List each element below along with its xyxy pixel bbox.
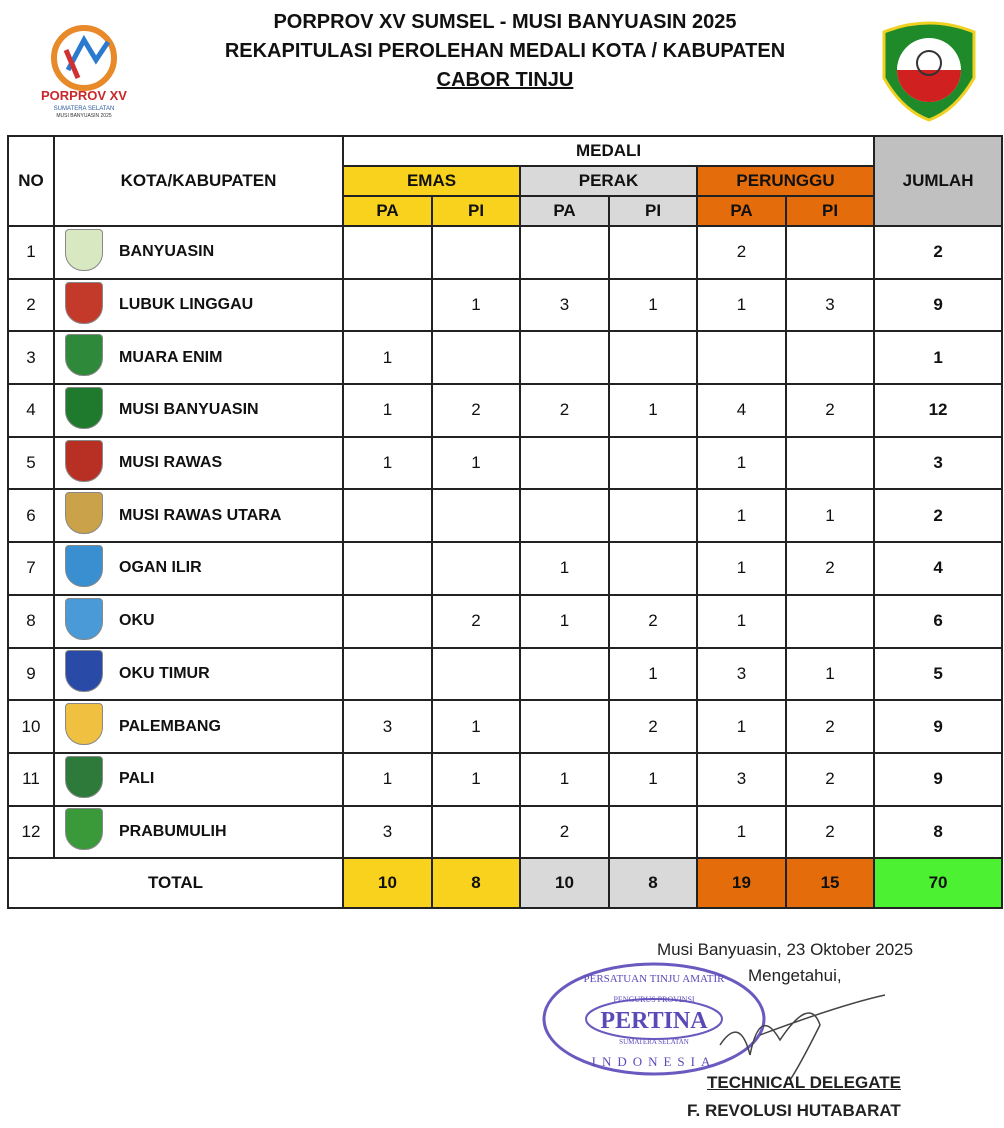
cell-emas-pa: 3 (343, 806, 432, 859)
table-row (8, 384, 1002, 437)
cell-perak-pa: 1 (520, 753, 609, 806)
cell-perak-pi: 2 (609, 595, 697, 648)
header-perak-pi: PI (609, 196, 697, 226)
table-row (8, 753, 1002, 806)
pertina-sumsel-logo (876, 18, 982, 122)
cell-perunggu-pi: 1 (786, 489, 874, 542)
total-perak-pa: 10 (520, 858, 609, 908)
cell-emas-pi (432, 226, 520, 279)
header-medali: MEDALI (343, 136, 874, 166)
cell-perunggu-pi: 2 (786, 384, 874, 437)
cell-perak-pi: 1 (609, 648, 697, 701)
cell-perak-pa: 1 (520, 542, 609, 595)
row-no: 10 (8, 700, 54, 753)
table-row (8, 648, 1002, 701)
region-emblem (54, 648, 113, 701)
region-name: MUSI BANYUASIN (113, 384, 343, 437)
total-perak-pi: 8 (609, 858, 697, 908)
region-name: PRABUMULIH (113, 806, 343, 859)
title-line-1: PORPROV XV SUMSEL - MUSI BANYUASIN 2025 (273, 11, 737, 33)
row-total: 1 (874, 331, 1002, 384)
cell-emas-pa (343, 279, 432, 332)
row-no: 8 (8, 595, 54, 648)
cell-emas-pi: 2 (432, 595, 520, 648)
cell-emas-pa (343, 489, 432, 542)
cell-emas-pa (343, 595, 432, 648)
cell-emas-pa (343, 648, 432, 701)
table-row (8, 542, 1002, 595)
cell-perak-pa (520, 437, 609, 490)
cell-perak-pa: 2 (520, 384, 609, 437)
svg-text:PENGURUS PROVINSI: PENGURUS PROVINSI (613, 995, 695, 1004)
cell-emas-pa: 1 (343, 331, 432, 384)
cell-perunggu-pa: 1 (697, 542, 786, 595)
cell-perunggu-pa: 3 (697, 753, 786, 806)
total-emas-pi: 8 (432, 858, 520, 908)
cell-emas-pi (432, 542, 520, 595)
svg-text:MUSI BANYUASIN 2025: MUSI BANYUASIN 2025 (56, 113, 112, 119)
row-no: 4 (8, 384, 54, 437)
table-row (8, 700, 1002, 753)
row-no: 11 (8, 753, 54, 806)
cell-perunggu-pi: 2 (786, 806, 874, 859)
table-row (8, 806, 1002, 859)
row-no: 6 (8, 489, 54, 542)
cell-perunggu-pa: 1 (697, 489, 786, 542)
region-emblem (54, 753, 113, 806)
region-emblem (54, 806, 113, 859)
row-total: 4 (874, 542, 1002, 595)
region-emblem (54, 384, 113, 437)
header-perak: PERAK (520, 166, 697, 196)
region-name: OKU TIMUR (113, 648, 343, 701)
cell-perunggu-pa: 1 (697, 595, 786, 648)
header-perunggu-pa: PA (697, 196, 786, 226)
acknowledged-label: Mengetahui, (748, 966, 842, 985)
total-label: TOTAL (8, 858, 343, 908)
row-total: 9 (874, 753, 1002, 806)
cell-emas-pa: 1 (343, 753, 432, 806)
document-title (150, 8, 860, 95)
cell-perak-pi: 1 (609, 384, 697, 437)
total-row (8, 858, 1002, 908)
table-row (8, 279, 1002, 332)
region-emblem-icon (65, 334, 103, 376)
cell-perak-pa: 1 (520, 595, 609, 648)
region-emblem-icon (65, 598, 103, 640)
signatory-name: F. REVOLUSI HUTABARAT (687, 1101, 901, 1120)
table-row (8, 226, 1002, 279)
cell-perunggu-pi: 2 (786, 753, 874, 806)
cell-perunggu-pa: 3 (697, 648, 786, 701)
cell-perunggu-pi (786, 226, 874, 279)
region-name: LUBUK LINGGAU (113, 279, 343, 332)
cell-perak-pi: 1 (609, 753, 697, 806)
cell-perak-pa (520, 331, 609, 384)
region-emblem-icon (65, 440, 103, 482)
region-name: MUSI RAWAS UTARA (113, 489, 343, 542)
region-name: BANYUASIN (113, 226, 343, 279)
cell-emas-pa: 1 (343, 437, 432, 490)
svg-text:PERSATUAN TINJU AMATIR: PERSATUAN TINJU AMATIR (583, 973, 725, 985)
cell-perak-pa (520, 226, 609, 279)
region-emblem (54, 437, 113, 490)
cell-perunggu-pi (786, 437, 874, 490)
region-emblem (54, 331, 113, 384)
row-total: 8 (874, 806, 1002, 859)
grand-total: 70 (874, 858, 1002, 908)
row-no: 1 (8, 226, 54, 279)
region-emblem-icon (65, 650, 103, 692)
cell-perak-pa (520, 700, 609, 753)
cell-perunggu-pa (697, 331, 786, 384)
region-emblem (54, 542, 113, 595)
table-row (8, 331, 1002, 384)
region-emblem-icon (65, 282, 103, 324)
row-no: 3 (8, 331, 54, 384)
region-emblem-icon (65, 545, 103, 587)
medal-table (7, 135, 1003, 909)
cell-emas-pa: 1 (343, 384, 432, 437)
cell-emas-pi (432, 331, 520, 384)
cell-emas-pi (432, 648, 520, 701)
cell-emas-pi (432, 806, 520, 859)
row-no: 7 (8, 542, 54, 595)
cell-emas-pa: 3 (343, 700, 432, 753)
region-emblem (54, 700, 113, 753)
cell-perunggu-pa: 1 (697, 279, 786, 332)
header-emas: EMAS (343, 166, 520, 196)
cell-perak-pa: 3 (520, 279, 609, 332)
cell-perunggu-pa: 4 (697, 384, 786, 437)
row-total: 2 (874, 226, 1002, 279)
cell-perak-pa: 2 (520, 806, 609, 859)
cell-perunggu-pi: 2 (786, 542, 874, 595)
cell-emas-pi: 1 (432, 279, 520, 332)
cell-emas-pa (343, 542, 432, 595)
row-no: 5 (8, 437, 54, 490)
cell-perunggu-pi (786, 331, 874, 384)
row-total: 5 (874, 648, 1002, 701)
cell-perak-pa (520, 489, 609, 542)
header-jumlah: JUMLAH (874, 136, 1002, 226)
cell-emas-pi: 1 (432, 437, 520, 490)
cell-perunggu-pa: 1 (697, 806, 786, 859)
title-sport: CABOR TINJU (436, 69, 574, 91)
header-perunggu: PERUNGGU (697, 166, 874, 196)
header-perak-pa: PA (520, 196, 609, 226)
cell-perunggu-pi (786, 595, 874, 648)
region-emblem (54, 489, 113, 542)
region-emblem (54, 279, 113, 332)
table-row (8, 595, 1002, 648)
cell-perunggu-pi: 2 (786, 700, 874, 753)
cell-emas-pi: 1 (432, 700, 520, 753)
region-name: PALEMBANG (113, 700, 343, 753)
signatory-role: TECHNICAL DELEGATE (707, 1073, 901, 1092)
header-emas-pa: PA (343, 196, 432, 226)
row-total: 9 (874, 700, 1002, 753)
table-row (8, 437, 1002, 490)
cell-perak-pi: 2 (609, 700, 697, 753)
total-perunggu-pi: 15 (786, 858, 874, 908)
cell-perunggu-pa: 1 (697, 437, 786, 490)
region-emblem-icon (65, 387, 103, 429)
cell-perak-pi (609, 226, 697, 279)
svg-text:PERTINA: PERTINA (600, 1008, 708, 1034)
region-emblem-icon (65, 492, 103, 534)
region-emblem-icon (65, 703, 103, 745)
region-emblem-icon (65, 756, 103, 798)
header-perunggu-pi: PI (786, 196, 874, 226)
porprov-logo (38, 20, 130, 120)
row-total: 9 (874, 279, 1002, 332)
cell-perunggu-pa: 1 (697, 700, 786, 753)
cell-emas-pi: 1 (432, 753, 520, 806)
row-no: 2 (8, 279, 54, 332)
svg-text:INDONESIA: INDONESIA (591, 1054, 717, 1069)
header-kota: KOTA/KABUPATEN (54, 136, 343, 226)
region-name: MUARA ENIM (113, 331, 343, 384)
row-no: 9 (8, 648, 54, 701)
region-emblem-icon (65, 808, 103, 850)
svg-text:SUMATERA SELATAN: SUMATERA SELATAN (619, 1038, 689, 1046)
cell-perak-pi (609, 489, 697, 542)
cell-perunggu-pi: 1 (786, 648, 874, 701)
table-row (8, 489, 1002, 542)
region-name: PALI (113, 753, 343, 806)
region-name: MUSI RAWAS (113, 437, 343, 490)
cell-perak-pa (520, 648, 609, 701)
header-emas-pi: PI (432, 196, 520, 226)
svg-text:PORPROV XV: PORPROV XV (41, 88, 127, 103)
cell-emas-pa (343, 226, 432, 279)
cell-perak-pi (609, 542, 697, 595)
title-line-2: REKAPITULASI PEROLEHAN MEDALI KOTA / KABUPATEN (224, 40, 786, 62)
cell-emas-pi: 2 (432, 384, 520, 437)
signature (700, 985, 890, 1085)
cell-perak-pi: 1 (609, 279, 697, 332)
total-perunggu-pa: 19 (697, 858, 786, 908)
region-emblem (54, 226, 113, 279)
region-emblem (54, 595, 113, 648)
cell-perunggu-pi: 3 (786, 279, 874, 332)
cell-perunggu-pa: 2 (697, 226, 786, 279)
total-emas-pa: 10 (343, 858, 432, 908)
row-total: 12 (874, 384, 1002, 437)
row-total: 6 (874, 595, 1002, 648)
cell-emas-pi (432, 489, 520, 542)
svg-text:SUMATERA SELATAN: SUMATERA SELATAN (53, 106, 115, 112)
place-date: Musi Banyuasin, 23 Oktober 2025 (657, 940, 914, 959)
cell-perak-pi (609, 806, 697, 859)
region-emblem-icon (65, 229, 103, 271)
region-name: OGAN ILIR (113, 542, 343, 595)
row-total: 2 (874, 489, 1002, 542)
cell-perak-pi (609, 331, 697, 384)
row-no: 12 (8, 806, 54, 859)
header-no: NO (8, 136, 54, 226)
region-name: OKU (113, 595, 343, 648)
row-total: 3 (874, 437, 1002, 490)
cell-perak-pi (609, 437, 697, 490)
